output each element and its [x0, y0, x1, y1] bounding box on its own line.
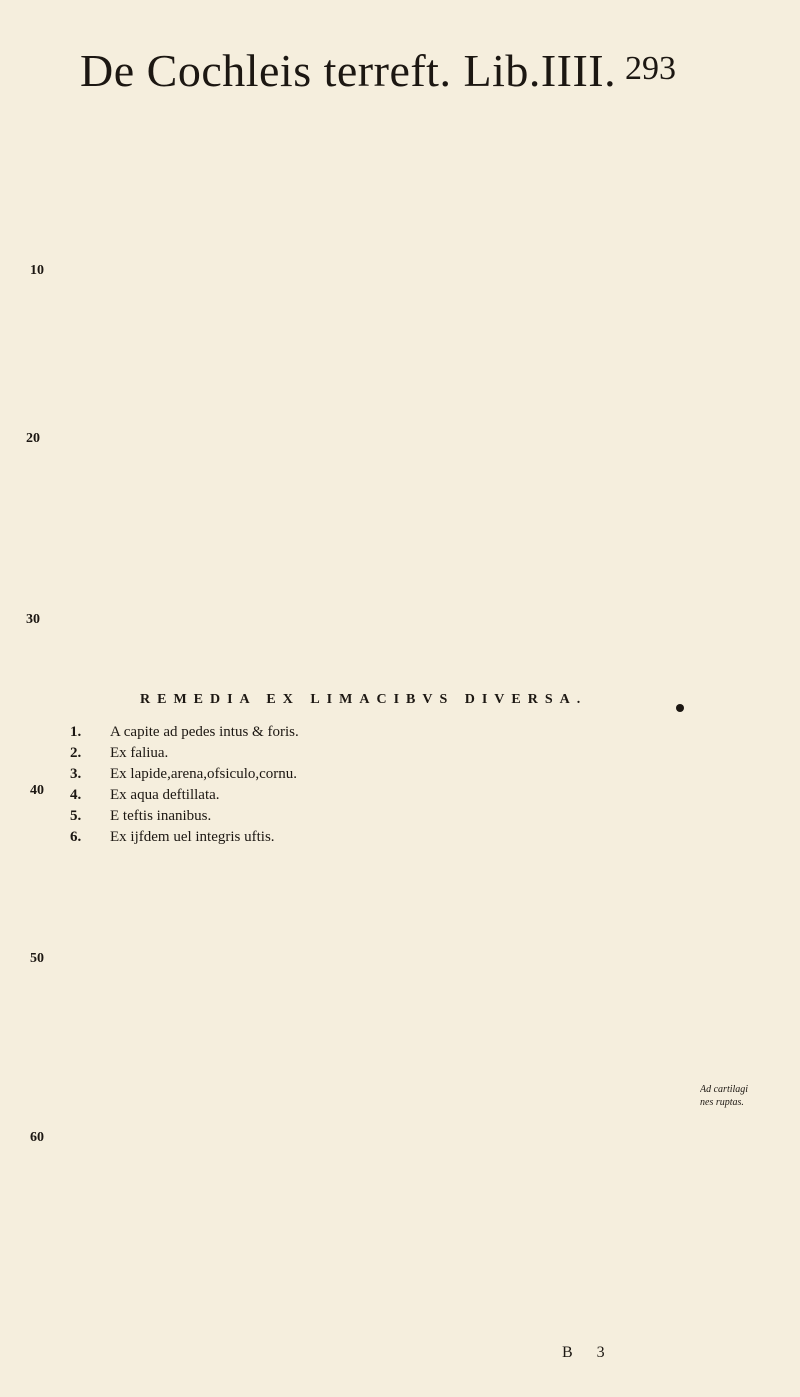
- line-number-60: 60: [30, 1130, 44, 1145]
- text-line: [58, 246, 698, 267]
- line-number-50: 50: [30, 951, 44, 966]
- text-line: [58, 351, 698, 372]
- text-line: [58, 1246, 698, 1267]
- remedy-text: Ex aqua deftillata.: [110, 787, 220, 803]
- text-line: [58, 476, 698, 497]
- remedy-item: [70, 785, 570, 806]
- line-number-40: 40: [30, 783, 44, 798]
- remedy-number: 4.: [70, 787, 82, 803]
- text-line: [58, 828, 698, 849]
- text-line: [58, 1079, 698, 1100]
- remedy-text: Ex faliua.: [110, 745, 169, 761]
- line-number-20: 20: [26, 431, 40, 446]
- text-line: [58, 288, 698, 309]
- remedy-text: A capite ad pedes intus & foris.: [110, 724, 299, 740]
- text-line: [58, 580, 698, 601]
- paragraph-mark-icon: [675, 700, 685, 718]
- remedy-text: E teftis inanibus.: [110, 808, 212, 824]
- text-line: [58, 870, 698, 891]
- text-line: [58, 455, 698, 476]
- text-line: [58, 100, 698, 121]
- text-line: [58, 204, 698, 225]
- text-line: [58, 1100, 698, 1121]
- margin-note: Ad cartilagi: [700, 1084, 749, 1095]
- line-number-10: 10: [30, 263, 44, 278]
- text-line: [58, 891, 698, 912]
- text-line: [58, 267, 698, 288]
- text-line: [58, 518, 698, 539]
- text-line: [58, 1288, 698, 1309]
- remedy-item: [70, 806, 570, 827]
- text-line: [58, 539, 698, 560]
- text-line: [58, 413, 698, 434]
- remedy-text: Ex lapide,arena,ofsiculo,cornu.: [110, 766, 298, 782]
- text-line: [58, 225, 698, 246]
- text-line: [58, 622, 698, 643]
- body-text-bottom: [58, 828, 698, 1350]
- text-line: [58, 1037, 698, 1058]
- remedy-number: 1.: [70, 724, 82, 740]
- text-line: [58, 1120, 698, 1141]
- text-line: [58, 1267, 698, 1288]
- text-line: [58, 372, 698, 393]
- remedy-item: [70, 764, 570, 785]
- text-line: [58, 1308, 698, 1329]
- text-line: [58, 1183, 698, 1204]
- remedy-text: Ex ijfdem uel integris uftis.: [110, 829, 275, 845]
- text-line: [58, 974, 698, 995]
- remedy-number: 3.: [70, 766, 82, 782]
- text-line: [58, 392, 698, 413]
- text-line: [58, 142, 698, 163]
- text-line: [58, 497, 698, 518]
- text-line: [58, 1016, 698, 1037]
- text-line: [58, 1058, 698, 1079]
- text-line: [58, 121, 698, 142]
- text-line: [58, 1225, 698, 1246]
- page-number: 293: [625, 50, 676, 87]
- remedy-number: 6.: [70, 829, 82, 845]
- signature-mark: B 3: [562, 1344, 615, 1361]
- running-head: [0, 38, 800, 98]
- remedy-number: 5.: [70, 808, 82, 824]
- text-line: [58, 664, 698, 685]
- text-line: [58, 560, 698, 581]
- text-line: [58, 163, 698, 184]
- remedy-number: 2.: [70, 745, 82, 761]
- text-line: [58, 1162, 698, 1183]
- body-text-top: [58, 100, 698, 748]
- margin-note: nes ruptas.: [700, 1097, 744, 1108]
- text-line: [58, 309, 698, 330]
- text-line: [58, 1204, 698, 1225]
- running-title: De Cochleis terreft. Lib.IIII.: [80, 45, 617, 96]
- remedy-item: [70, 722, 570, 743]
- remedy-item: [70, 743, 570, 764]
- text-line: [58, 995, 698, 1016]
- text-line: [58, 953, 698, 974]
- line-number-30: 30: [26, 612, 40, 627]
- text-line: [58, 330, 698, 351]
- rubric-heading: REMEDIA EX LIMACIBVS DIVERSA.: [140, 692, 588, 707]
- text-line: [58, 849, 698, 870]
- text-line: [58, 912, 698, 933]
- text-line: [58, 601, 698, 622]
- text-line: [58, 932, 698, 953]
- text-line: [58, 643, 698, 664]
- text-line: [58, 434, 698, 455]
- text-line: [58, 1141, 698, 1162]
- text-line: [58, 184, 698, 205]
